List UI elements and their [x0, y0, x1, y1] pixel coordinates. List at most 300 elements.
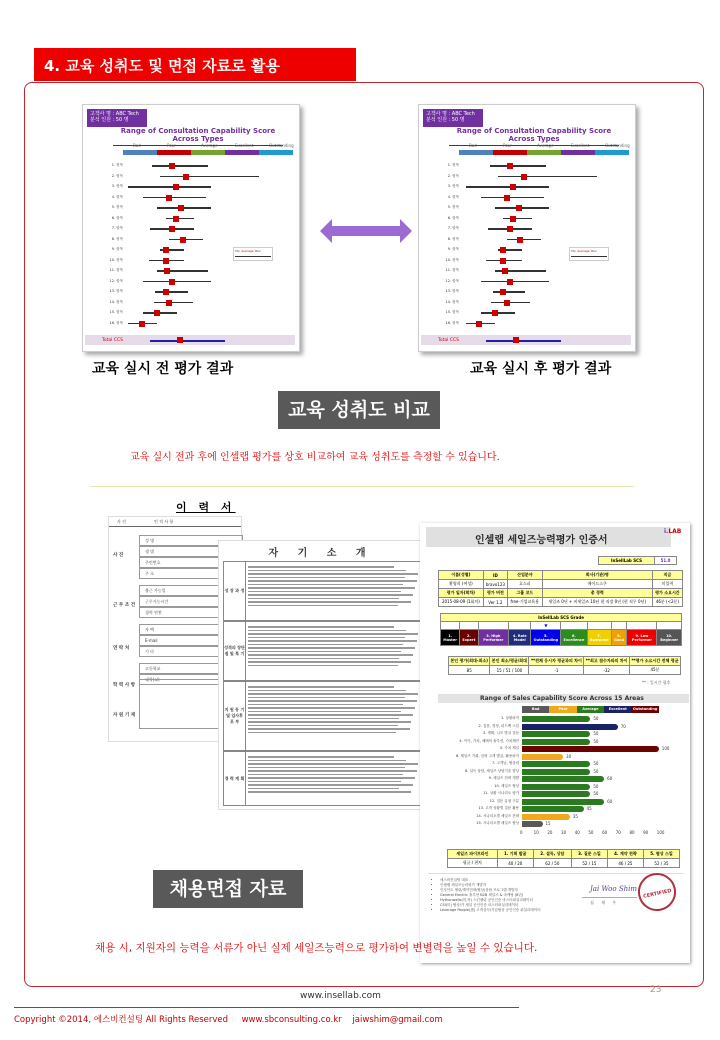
- note-item: • Leverage People(美) 고객설득/기업협상 공인인증 퍼실리테이터: [440, 908, 541, 913]
- resume-title: 이 력 서: [176, 501, 236, 514]
- table-cell: 이름(성별): [439, 571, 484, 580]
- report-title: Range of Consultation Capability Score Across Types: [113, 127, 283, 146]
- copyright: Copyright ©2014, 에스비컨설팅 All Rights Reserved www.sbconsulting.co.kr jaiwshim@gmail.com: [14, 1015, 443, 1025]
- average-marker: [510, 184, 516, 190]
- grade-marker: [627, 622, 657, 630]
- average-marker: [502, 268, 508, 274]
- average-marker: [183, 174, 189, 180]
- range-line: [481, 281, 549, 283]
- average-marker: [507, 279, 513, 285]
- band-average: [527, 150, 561, 155]
- row-label: 16. 항목: [109, 320, 123, 325]
- stats-table: [448, 656, 681, 675]
- row-label: 15. 항목: [109, 310, 123, 314]
- total-label: Total CCS: [101, 338, 123, 343]
- table-cell: 46분 (<2분): [652, 598, 682, 607]
- intro-section: [223, 621, 423, 681]
- signer-name: 심 재 우: [590, 900, 620, 905]
- average-marker: [163, 289, 169, 295]
- intro-section: [223, 681, 423, 751]
- bar: [522, 806, 584, 812]
- table-cell: 85: [449, 666, 490, 675]
- bar: [522, 776, 604, 782]
- grade-marker: [611, 622, 627, 630]
- footer-site: www.insellab.com: [300, 991, 381, 1001]
- grade-marker: [561, 622, 587, 630]
- average-marker: [154, 310, 160, 316]
- table-cell: -32: [584, 666, 630, 675]
- range-line: [169, 239, 203, 241]
- range-line: [152, 165, 208, 167]
- comparison-description: 교육 실시 전과 후에 인셀랩 평가를 상호 비교하여 교육 성취도를 측정할 수 있습니다.: [130, 452, 500, 463]
- resume-row: 대학(교): [139, 674, 243, 685]
- comparison-label: 교육 성취도 비교: [278, 391, 440, 429]
- table-cell: **평가 소요시간 전체 평균: [629, 657, 680, 666]
- row-label: 13. 항목: [109, 289, 123, 293]
- resume-row: 기 타: [139, 646, 243, 657]
- x-tick: 70: [615, 830, 621, 835]
- band-outstanding: [259, 150, 293, 155]
- grade-marker: [657, 622, 682, 630]
- total-label: Total CCS: [437, 338, 459, 343]
- resume-row: 경력 연봉: [139, 607, 243, 618]
- resume-header-row: 사 진 인 적 사 항: [109, 517, 241, 527]
- bar: [522, 746, 659, 752]
- row-label: 14. 항목: [445, 299, 459, 304]
- note-item: • CSI(미) 협상/가 세일 공인인증 마스터퍼실리테이터: [440, 903, 541, 908]
- resume-section-label: 자 원 기 재: [113, 713, 136, 718]
- range-line: [490, 165, 546, 167]
- report-client-header: 고객사 명 : ABC Tech 분석 인원 : 50 명: [87, 109, 147, 127]
- band-label: Excellent: [235, 143, 254, 148]
- table-cell: 52 / 35: [643, 859, 679, 868]
- recruit-description: 채용 시, 지원자의 능력을 서류가 아닌 실제 세일즈능력으로 평가하여 변별력을 높일 수 있습니다.: [95, 942, 538, 954]
- average-marker: [164, 268, 170, 274]
- band-label: Outstanding: [269, 143, 294, 148]
- range-line: [481, 312, 515, 314]
- average-marker: [507, 226, 513, 232]
- row-label: 8. 항목: [111, 236, 123, 241]
- grade-cell: 8. Good: [611, 630, 627, 646]
- grade-cell: 1. Master: [441, 630, 460, 646]
- self-intro-document: [218, 540, 424, 810]
- average-marker: [500, 289, 506, 295]
- table-cell: 평가 일자(회차): [439, 589, 484, 598]
- signature: Jai Woo Shim: [590, 885, 637, 893]
- intro-title: 자 기 소 개: [268, 548, 374, 559]
- bar-value: 50: [593, 716, 599, 721]
- x-tick: 80: [629, 830, 635, 835]
- table-cell: 4. 계약 전략: [607, 850, 643, 859]
- average-marker: [516, 205, 522, 211]
- band-label: Excellent: [571, 143, 590, 148]
- table-cell: 45분: [629, 666, 680, 675]
- report-legend: Min Average Max: [233, 247, 273, 261]
- row-label: 4. 항목: [447, 194, 459, 199]
- range-line: [155, 291, 187, 293]
- average-marker: [504, 300, 510, 306]
- resume-row: 주 소: [139, 568, 243, 579]
- range-line: [128, 186, 211, 188]
- bar: [522, 724, 618, 730]
- total-average-marker: [177, 337, 183, 343]
- row-label: 7. 항목: [447, 226, 459, 230]
- x-tick: 50: [588, 830, 594, 835]
- category-label: 11. 상황 시나리오 평가: [483, 791, 519, 795]
- grade-cell: 7. Awesome: [587, 630, 611, 646]
- category-label: 12. 질문 유형 구분: [489, 798, 519, 803]
- average-marker: [163, 247, 169, 253]
- double-arrow-icon: [320, 216, 412, 246]
- table-cell: -1: [529, 666, 584, 675]
- bar-value: 50: [593, 791, 599, 796]
- average-marker: [173, 216, 179, 222]
- range-line: [498, 176, 597, 178]
- table-cell: 회사(기관)명: [542, 571, 652, 580]
- bar: [522, 821, 543, 827]
- band-bad: [123, 150, 157, 155]
- row-label: 11. 항목: [109, 268, 123, 272]
- report-title: Range of Consultation Capability Score Across Types: [449, 127, 619, 146]
- footer-divider: [14, 1007, 519, 1008]
- band-label: Average: [537, 143, 554, 148]
- grade-marker: [509, 622, 531, 630]
- category-label: 6. 세일즈 기회, 신뢰 고객 발굴, 활용파악: [456, 753, 519, 758]
- range-line: [143, 312, 177, 314]
- x-tick: 90: [643, 830, 649, 835]
- range-line: [166, 218, 195, 220]
- bar: [522, 754, 563, 760]
- bar-value: 30: [566, 753, 572, 759]
- legend-item: Excellent: [604, 706, 631, 713]
- average-marker: [166, 300, 172, 306]
- band-poor: [157, 150, 191, 155]
- category-label: 9. 세일즈 전략 개발: [488, 776, 519, 780]
- resume-row: 주민번호: [139, 557, 243, 568]
- table-cell: 평가 버전: [483, 589, 507, 598]
- row-label: 1. 항목: [447, 163, 459, 167]
- average-marker: [169, 279, 175, 285]
- category-label: 4. 이익, 가치, 혜택의 솔루션, 가치제안: [459, 738, 519, 743]
- row-label: 12. 항목: [109, 278, 123, 283]
- grade-cell: 6. Excellence: [561, 630, 587, 646]
- total-range: [486, 340, 561, 342]
- bar-value: 50: [593, 768, 599, 774]
- total-range: [150, 340, 225, 342]
- range-line: [466, 186, 549, 188]
- row-label: 15. 항목: [445, 310, 459, 314]
- average-marker: [163, 258, 169, 264]
- table-cell: 본인 평가(최대-최소): [449, 657, 490, 666]
- bar-value: 60: [607, 776, 613, 781]
- category-label: 8. 설득 상담, 세일즈 상담기술 향상: [465, 768, 519, 773]
- table-cell: 황영희 (여성): [439, 580, 484, 589]
- grade-cell: 5. Outstanding: [531, 630, 561, 646]
- row-label: 11. 항목: [445, 268, 459, 272]
- bar-value: 70: [620, 723, 626, 729]
- range-line: [493, 291, 525, 293]
- bar: [522, 784, 590, 790]
- table-cell: Ver 1.2: [483, 598, 507, 607]
- recruit-label: 채용면접 자료: [153, 870, 303, 908]
- category-label: 3. 명확, 니즈 발굴 질문: [483, 731, 519, 735]
- table-cell: 본인 최소/평균/최대: [490, 657, 529, 666]
- band-outstanding: [595, 150, 629, 155]
- intro-section-label: 성격의 장단점 및 특 기: [224, 622, 246, 680]
- row-label: 10. 항목: [445, 257, 459, 262]
- average-marker: [166, 195, 172, 201]
- category-label: 15. 시나리오별 세일즈 협상: [476, 821, 519, 825]
- grade-marker: [441, 622, 460, 630]
- pipeline-table: [447, 849, 680, 868]
- row-label: 5. 항목: [111, 205, 123, 209]
- resume-section-label: 학 력 사 항: [113, 683, 136, 688]
- table-cell: 그룹 코드: [507, 589, 542, 598]
- band-label: Poor: [503, 143, 512, 148]
- intro-section: [223, 751, 423, 806]
- table-cell: 46 / 25: [607, 859, 643, 868]
- page-number: 23: [650, 985, 662, 995]
- note-item: • 인셀랩 세일즈능력평가 개발자: [440, 883, 541, 888]
- resume-section-label: 연 락 처: [113, 646, 130, 651]
- intro-section-label: 성 장 과 정: [224, 562, 246, 620]
- average-marker: [169, 226, 175, 232]
- certified-stamp: CERTIFIED: [634, 869, 679, 914]
- legend-item: Poor: [549, 706, 576, 713]
- resume-row: 자 택: [139, 624, 243, 635]
- category-label: 5. 가치 제일: [499, 746, 519, 750]
- table-cell: 2. 설득, 상담: [533, 850, 571, 859]
- bar-value: 50: [593, 761, 599, 766]
- intro-section: [223, 561, 423, 621]
- note-item: • Hythonwells(미,영) 스킨셀링 공인인증 마스터퍼실리테이터: [440, 898, 541, 903]
- row-label: 13. 항목: [445, 289, 459, 293]
- grade-cell: 3. High Performer: [478, 630, 509, 646]
- resume-section-label: 사 진: [113, 553, 124, 558]
- bar-value: 100: [661, 746, 670, 751]
- average-marker: [507, 163, 513, 169]
- row-label: 16. 항목: [445, 320, 459, 325]
- range-line: [503, 218, 532, 220]
- bar-value: 50: [593, 783, 599, 789]
- average-marker: [476, 321, 482, 327]
- category-label: 14. 시나리오별 세일즈 전략: [476, 813, 519, 818]
- average-marker: [180, 237, 186, 243]
- row-label: 1. 항목: [111, 163, 123, 167]
- resume-row: 출근 가능일: [139, 585, 243, 596]
- grade-marker: [460, 622, 478, 630]
- resume-row: 고등학교: [139, 663, 243, 674]
- average-marker: [139, 321, 145, 327]
- table-cell: 직급: [652, 571, 682, 580]
- table-cell: 40 / 20: [497, 859, 533, 868]
- bar: [522, 731, 590, 737]
- grade-marker: [587, 622, 611, 630]
- table-cell: 15 / 51 / 100: [490, 666, 529, 675]
- report-client-header: 고객사 명 : ABC Tech 분석 인원 : 50 명: [423, 109, 483, 127]
- band-bad: [459, 150, 493, 155]
- average-marker: [510, 216, 516, 222]
- table-cell: 총 경력: [542, 589, 652, 598]
- band-label: Bad: [469, 143, 477, 148]
- profile-notes: [440, 878, 541, 913]
- after-caption: 교육 실시 후 평가 결과: [470, 361, 612, 377]
- resume-row: 생 별: [139, 546, 243, 557]
- table-cell: **최고 점수자와의 차이: [584, 657, 630, 666]
- table-cell: 메이드스쿠: [542, 580, 652, 589]
- row-label: 8. 항목: [447, 236, 459, 241]
- resume-row: 근무가능시간: [139, 596, 243, 607]
- range-line: [495, 207, 549, 209]
- range-line: [143, 197, 206, 199]
- row-label: 10. 항목: [109, 257, 123, 262]
- category-label: 13. 고객 상황별 질문 활용: [478, 806, 519, 810]
- average-marker: [500, 258, 506, 264]
- bar: [522, 769, 590, 775]
- average-marker: [517, 237, 523, 243]
- table-cell: 산업분야: [507, 571, 542, 580]
- row-label: 3. 항목: [111, 184, 123, 188]
- band-label: Bad: [133, 143, 141, 148]
- category-label: 2. 질문, 경청, 피드백 스킬: [478, 723, 519, 728]
- bar: [522, 739, 590, 745]
- signature-line: [582, 897, 637, 898]
- band-excellent: [561, 150, 595, 155]
- bar-value: 35: [572, 813, 578, 819]
- average-marker: [169, 163, 175, 169]
- category-label: 7. 고객님, 협상력: [492, 761, 519, 765]
- range-line: [491, 302, 530, 304]
- bar-value: 50: [593, 731, 599, 736]
- row-label: 14. 항목: [109, 299, 123, 304]
- info-table: [438, 570, 683, 607]
- total-average-marker: [513, 337, 519, 343]
- slide-title: 4. 교육 성취도 및 면접 자료로 활용: [34, 48, 356, 81]
- row-label: 2. 항목: [111, 173, 123, 178]
- grade-cell: 2. Expert: [460, 630, 478, 646]
- range-line: [157, 207, 211, 209]
- table-cell: **전체 응시자 평균과의 차이: [529, 657, 584, 666]
- average-marker: [173, 184, 179, 190]
- bar: [522, 814, 570, 820]
- row-label: 6. 항목: [447, 215, 459, 220]
- range-line: [160, 176, 259, 178]
- scs-score-table: [598, 556, 677, 565]
- band-excellent: [225, 150, 259, 155]
- table-cell: ID: [483, 571, 507, 580]
- note-item: • 에스비컨설팅 대표: [440, 878, 541, 883]
- average-marker: [492, 310, 498, 316]
- x-tick: 100: [656, 830, 665, 835]
- category-label: 1. 상황파악: [501, 716, 519, 720]
- band-average: [191, 150, 225, 155]
- grade-marker: ▼: [531, 622, 561, 630]
- legend-item: Outstanding: [632, 707, 658, 711]
- row-label: 6. 항목: [111, 215, 123, 220]
- band-poor: [493, 150, 527, 155]
- table-cell: 5. 협상 스킬: [643, 850, 679, 859]
- table-cell: free-기업교육용: [507, 598, 542, 607]
- before-caption: 교육 실시 전 평가 결과: [92, 361, 234, 377]
- stats-note: ** : 일시간 평후: [642, 680, 671, 685]
- range-line: [143, 281, 211, 283]
- band-label: Poor: [167, 143, 176, 148]
- x-tick: 10: [533, 830, 539, 835]
- certificate-title: 인셀랩 세일즈능력평가 인증서: [475, 535, 608, 546]
- range-line: [154, 302, 193, 304]
- table-cell: 52 / 15: [571, 859, 607, 868]
- row-label: 3. 항목: [447, 184, 459, 188]
- grade-table: [440, 613, 682, 646]
- insellab-logo: i.LAB: [664, 528, 682, 535]
- grade-cell: 4. Role Model: [509, 630, 531, 646]
- grade-cell: 10. Beginner: [657, 630, 682, 646]
- table-cell: 호스피: [507, 580, 542, 589]
- average-marker: [521, 174, 527, 180]
- bar: [522, 791, 590, 797]
- note-item: • 인사이트 셀링/계약전략/협상/상담 프로그램 개발자: [440, 888, 541, 893]
- resume-row: 성 명: [139, 535, 243, 546]
- category-label: 10. 세일즈 협상: [494, 783, 519, 788]
- sales-capability-chart: [420, 706, 690, 846]
- row-label: 9. 항목: [447, 247, 459, 251]
- bar-value: 60: [607, 798, 613, 804]
- table-cell: 2015-08-09 (1회차): [439, 598, 484, 607]
- row-label: 7. 항목: [111, 226, 123, 230]
- x-tick: 40: [574, 830, 580, 835]
- grade-title: InSellLab SCS Grade: [441, 614, 682, 622]
- table-cell: 평균 / 편차: [448, 859, 498, 868]
- row-label: 4. 항목: [111, 194, 123, 199]
- bar-value: 15: [545, 821, 551, 826]
- table-cell: 미입력: [652, 580, 682, 589]
- bar-value: 50: [593, 738, 599, 744]
- resume-section-label: 근 무 조 건: [113, 603, 136, 608]
- row-label: 12. 항목: [445, 278, 459, 283]
- legend-item: Average: [577, 706, 604, 713]
- table-cell: 62 / 50: [533, 859, 571, 868]
- report-legend: Min Average Max: [569, 247, 609, 261]
- divider: [428, 873, 683, 874]
- average-marker: [504, 195, 510, 201]
- note-item: • General Electric 솔루션 B2B 세일즈 & 마케팅 (8년): [440, 893, 541, 898]
- grade-marker: [478, 622, 509, 630]
- bar-value: 45: [586, 806, 592, 811]
- band-label: Outstanding: [605, 143, 630, 148]
- row-label: 5. 항목: [447, 205, 459, 209]
- divider: [90, 486, 634, 487]
- table-cell: 평가 소요시간: [652, 589, 682, 598]
- bar: [522, 716, 590, 722]
- chart-title: Range of Sales Capability Score Across 15 Areas: [480, 695, 644, 702]
- table-cell: 3. 질문 스킬: [571, 850, 607, 859]
- average-marker: [178, 205, 184, 211]
- x-tick: 30: [561, 830, 567, 835]
- table-cell: 세일즈 파이프라인: [448, 850, 498, 859]
- table-cell: 세일즈 0년 + 비세일즈 10년 현 직장 0년 (현 직무 0년): [542, 598, 652, 607]
- intro-section-label: 지 원 동 기 및 입사후 포 부: [224, 682, 246, 750]
- x-tick: 0: [520, 830, 523, 835]
- resume-row: E-mail: [139, 635, 243, 646]
- report-before: [82, 104, 300, 352]
- legend-item: Bad: [522, 706, 549, 713]
- certificate-document: [420, 523, 690, 963]
- report-after: [418, 104, 636, 352]
- range-line: [507, 239, 541, 241]
- x-tick: 20: [547, 830, 553, 835]
- bar: [522, 761, 590, 767]
- bar: [522, 799, 604, 805]
